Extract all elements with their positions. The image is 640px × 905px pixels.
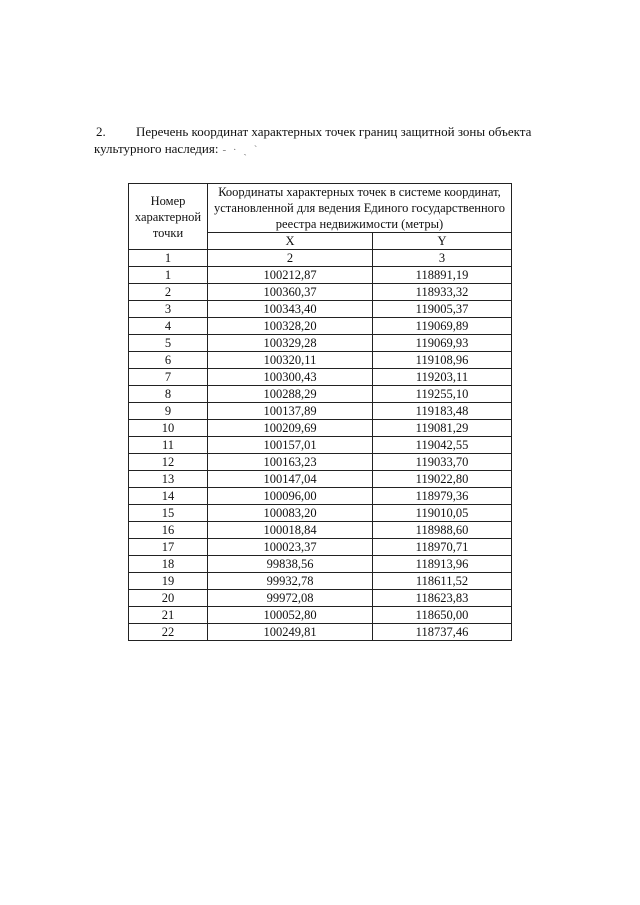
y-coordinate-cell: 119069,89 — [373, 318, 512, 335]
point-number-cell: 9 — [129, 403, 208, 420]
table-row — [129, 284, 512, 301]
x-coordinate-cell: 100328,20 — [208, 318, 373, 335]
table-row — [129, 386, 512, 403]
x-coordinate-cell: 100157,01 — [208, 437, 373, 454]
table-row — [129, 403, 512, 420]
header-x: X — [208, 233, 373, 250]
point-number-cell: 16 — [129, 522, 208, 539]
column-index-cell: 3 — [373, 250, 512, 267]
y-coordinate-cell: 118970,71 — [373, 539, 512, 556]
point-number-cell: 21 — [129, 607, 208, 624]
point-number-cell: 17 — [129, 539, 208, 556]
table-row — [129, 590, 512, 607]
y-coordinate-cell: 119022,80 — [373, 471, 512, 488]
header-point-number: Номер характерной точки — [129, 184, 208, 250]
column-index-row — [129, 250, 512, 267]
section-number: 2. — [96, 124, 106, 139]
table-body — [129, 267, 512, 641]
point-number-cell: 3 — [129, 301, 208, 318]
point-number-cell: 20 — [129, 590, 208, 607]
point-number-cell: 15 — [129, 505, 208, 522]
header-coordinates: Координаты характерных точек в системе координат, установленной для ведения Единого государственного реестра недвижимости (метры) — [208, 184, 512, 233]
x-coordinate-cell: 100300,43 — [208, 369, 373, 386]
point-number-cell: 4 — [129, 318, 208, 335]
y-coordinate-cell: 119069,93 — [373, 335, 512, 352]
x-coordinate-cell: 100083,20 — [208, 505, 373, 522]
y-coordinate-cell: 119081,29 — [373, 420, 512, 437]
x-coordinate-cell: 100329,28 — [208, 335, 373, 352]
y-coordinate-cell: 119042,55 — [373, 437, 512, 454]
column-index-cell: 1 — [129, 250, 208, 267]
table-row — [129, 420, 512, 437]
point-number-cell: 12 — [129, 454, 208, 471]
point-number-cell: 11 — [129, 437, 208, 454]
x-coordinate-cell: 100360,37 — [208, 284, 373, 301]
table-row — [129, 573, 512, 590]
y-coordinate-cell: 119255,10 — [373, 386, 512, 403]
y-coordinate-cell: 118611,52 — [373, 573, 512, 590]
x-coordinate-cell: 100249,81 — [208, 624, 373, 641]
point-number-cell: 5 — [129, 335, 208, 352]
x-coordinate-cell: 100209,69 — [208, 420, 373, 437]
header-y: Y — [373, 233, 512, 250]
x-coordinate-cell: 100137,89 — [208, 403, 373, 420]
point-number-cell: 7 — [129, 369, 208, 386]
heading-text-line1: Перечень координат характерных точек границ защитной зоны объекта — [136, 124, 532, 139]
x-coordinate-cell: 100343,40 — [208, 301, 373, 318]
y-coordinate-cell: 119183,48 — [373, 403, 512, 420]
y-coordinate-cell: 119203,11 — [373, 369, 512, 386]
point-number-cell: 6 — [129, 352, 208, 369]
x-coordinate-cell: 99932,78 — [208, 573, 373, 590]
x-coordinate-cell: 100096,00 — [208, 488, 373, 505]
table-row — [129, 335, 512, 352]
y-coordinate-cell: 118737,46 — [373, 624, 512, 641]
x-coordinate-cell: 100163,23 — [208, 454, 373, 471]
y-coordinate-cell: 119010,05 — [373, 505, 512, 522]
heading-text-line2: культурного наследия: — [94, 141, 219, 156]
point-number-cell: 14 — [129, 488, 208, 505]
scan-specks: - · ˎ ˋ — [222, 144, 260, 156]
table-row — [129, 454, 512, 471]
x-coordinate-cell: 100288,29 — [208, 386, 373, 403]
y-coordinate-cell: 118988,60 — [373, 522, 512, 539]
table-row — [129, 539, 512, 556]
point-number-cell: 10 — [129, 420, 208, 437]
y-coordinate-cell: 119005,37 — [373, 301, 512, 318]
table-row — [129, 437, 512, 454]
table-row — [129, 318, 512, 335]
table-row — [129, 471, 512, 488]
y-coordinate-cell: 118913,96 — [373, 556, 512, 573]
y-coordinate-cell: 118650,00 — [373, 607, 512, 624]
table-row — [129, 488, 512, 505]
point-number-cell: 1 — [129, 267, 208, 284]
x-coordinate-cell: 100212,87 — [208, 267, 373, 284]
table-row — [129, 301, 512, 318]
table-row — [129, 505, 512, 522]
x-coordinate-cell: 100018,84 — [208, 522, 373, 539]
table-row — [129, 267, 512, 284]
y-coordinate-cell: 119108,96 — [373, 352, 512, 369]
point-number-cell: 2 — [129, 284, 208, 301]
table-row — [129, 624, 512, 641]
x-coordinate-cell: 99972,08 — [208, 590, 373, 607]
x-coordinate-cell: 100320,11 — [208, 352, 373, 369]
x-coordinate-cell: 100023,37 — [208, 539, 373, 556]
table-row — [129, 522, 512, 539]
point-number-cell: 19 — [129, 573, 208, 590]
y-coordinate-cell: 118979,36 — [373, 488, 512, 505]
section-heading — [96, 123, 556, 159]
table-row — [129, 607, 512, 624]
table-row — [129, 556, 512, 573]
coordinates-table — [128, 183, 512, 641]
column-index-cell: 2 — [208, 250, 373, 267]
point-number-cell: 8 — [129, 386, 208, 403]
point-number-cell: 13 — [129, 471, 208, 488]
point-number-cell: 22 — [129, 624, 208, 641]
table-row — [129, 369, 512, 386]
table-row — [129, 352, 512, 369]
y-coordinate-cell: 118891,19 — [373, 267, 512, 284]
point-number-cell: 18 — [129, 556, 208, 573]
y-coordinate-cell: 118933,32 — [373, 284, 512, 301]
y-coordinate-cell: 119033,70 — [373, 454, 512, 471]
x-coordinate-cell: 100052,80 — [208, 607, 373, 624]
y-coordinate-cell: 118623,83 — [373, 590, 512, 607]
x-coordinate-cell: 99838,56 — [208, 556, 373, 573]
x-coordinate-cell: 100147,04 — [208, 471, 373, 488]
